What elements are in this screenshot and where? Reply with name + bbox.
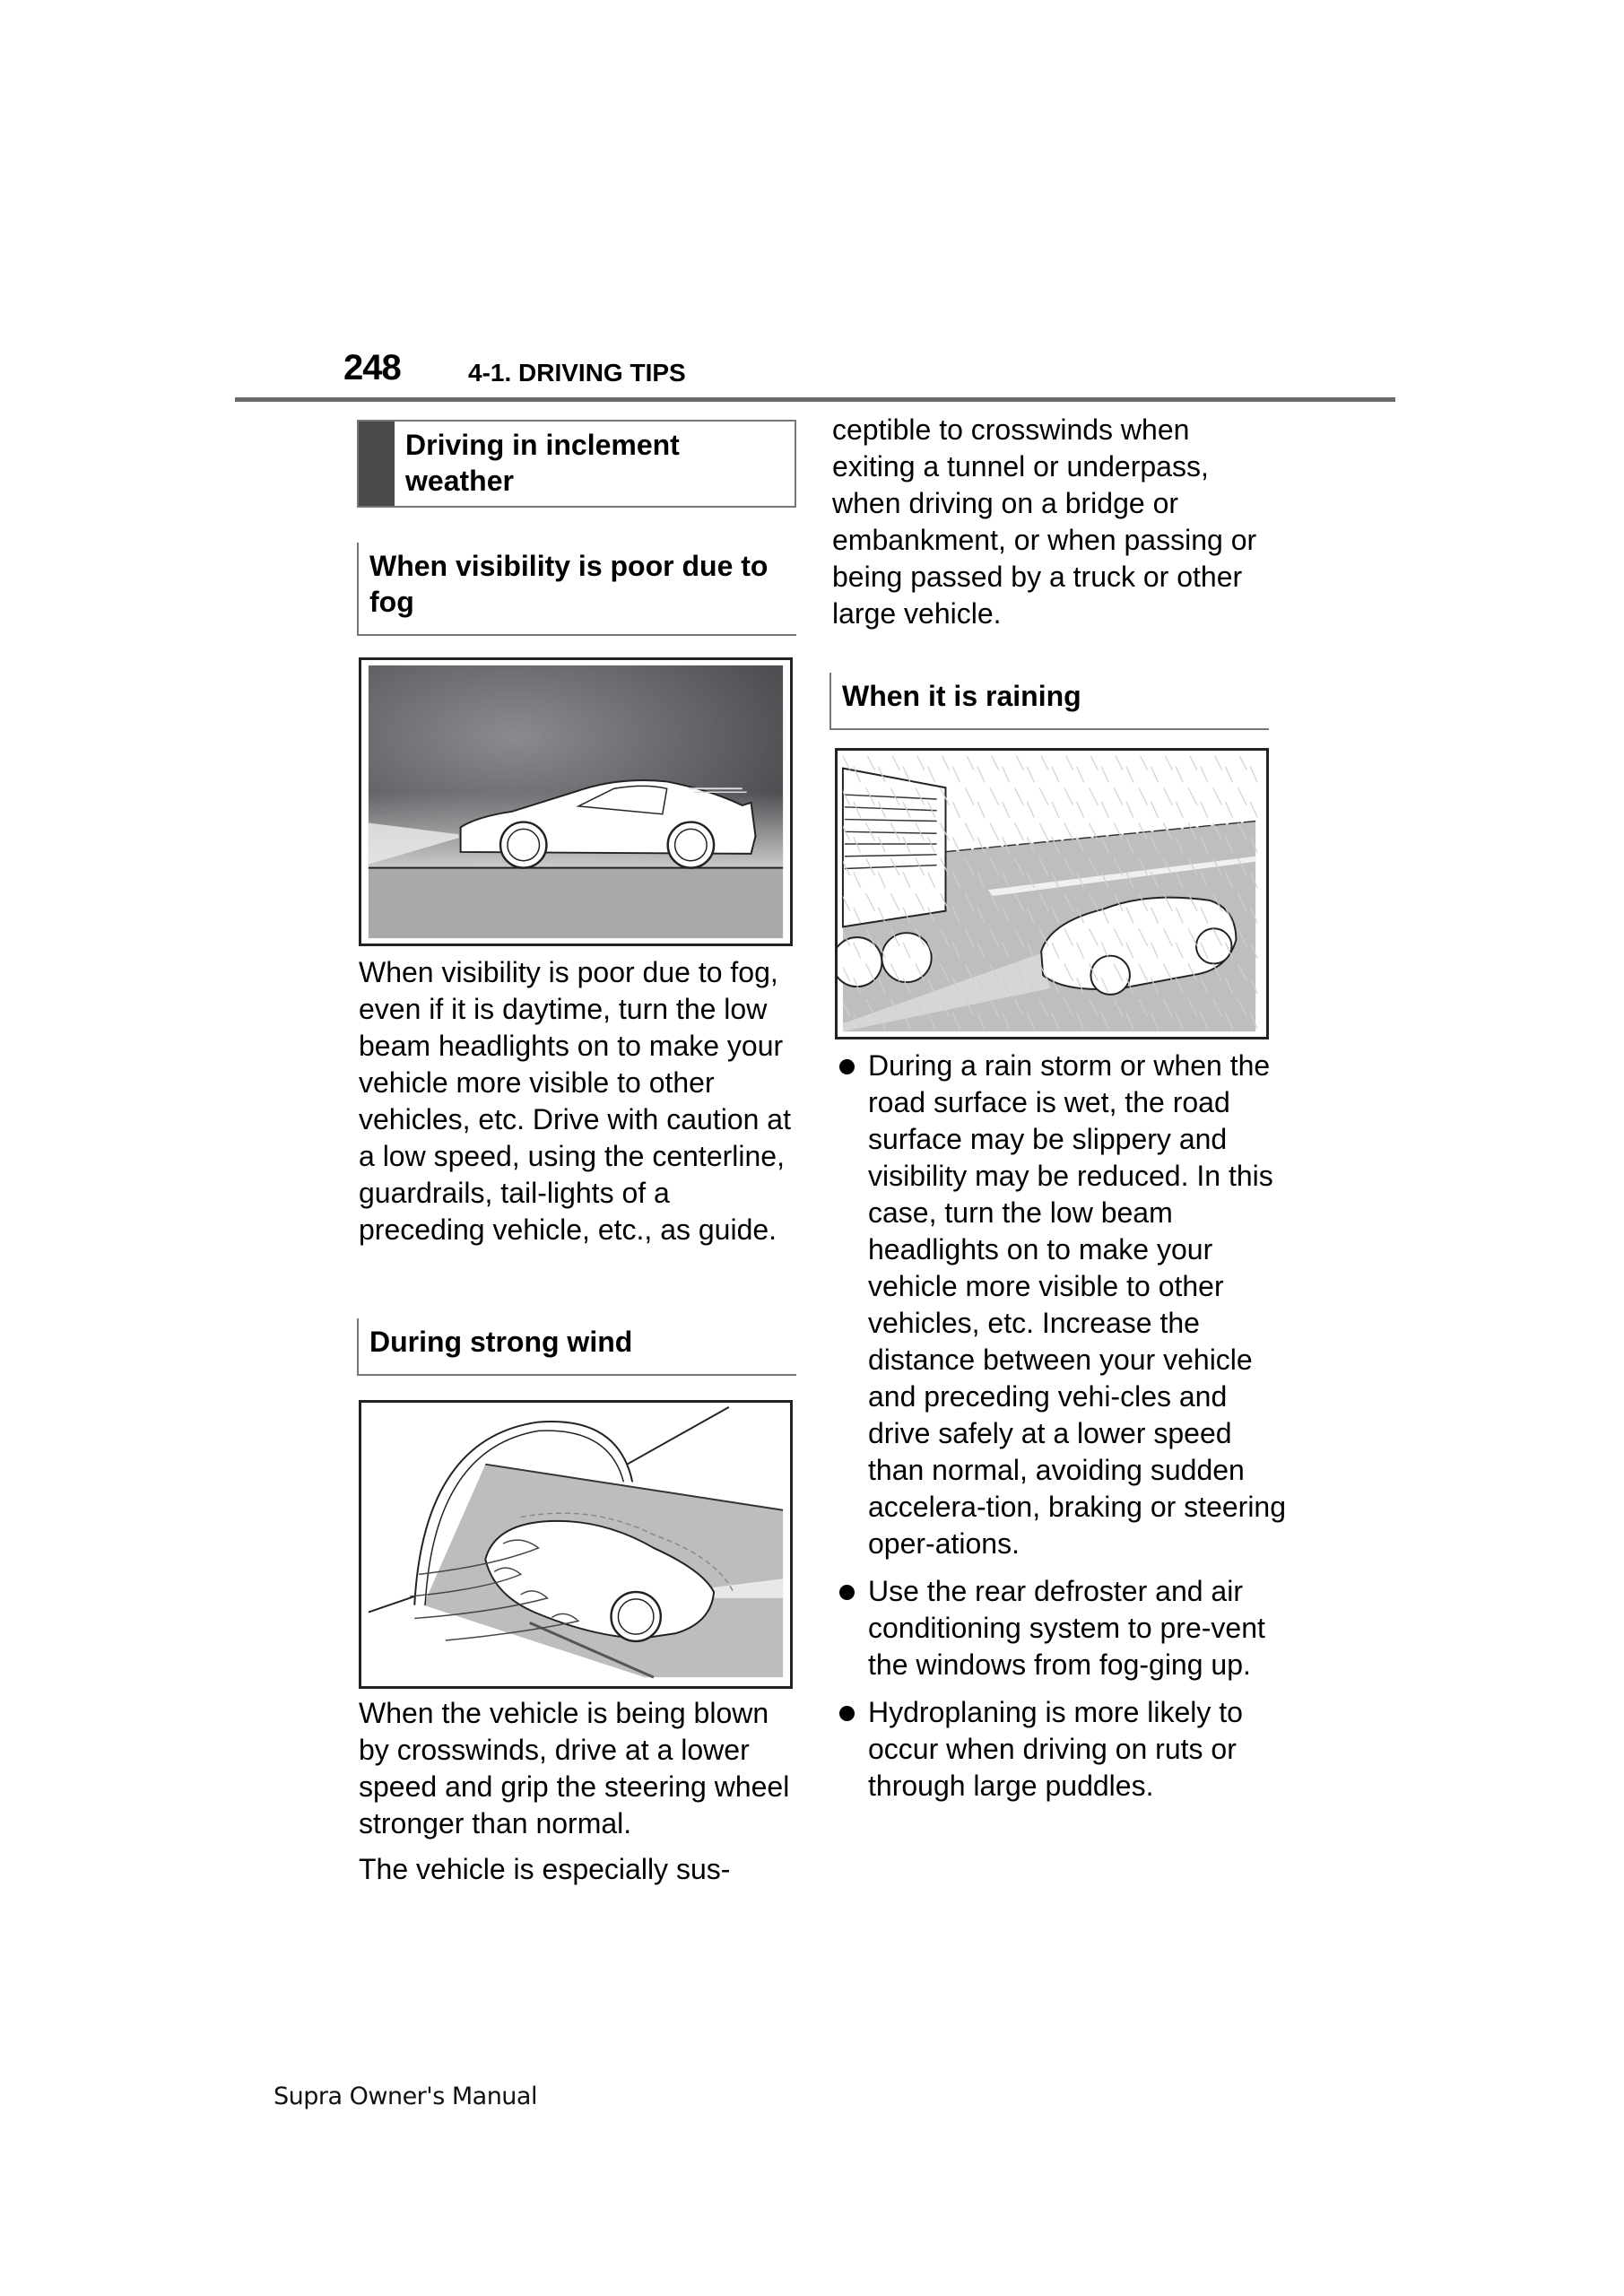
wind-paragraph-2-continued: ceptible to crosswinds when exiting a tunnel or underpass, when driving on a bridge or embankment, or when passing or being passed by a truck or other large vehicle. — [832, 413, 1257, 630]
rain-bullet-item — [839, 1048, 1288, 1562]
wind-paragraph-2-start: The vehicle is especially sus- — [359, 1853, 731, 1885]
rain-heading — [829, 673, 1269, 730]
fog-paragraph: When visibility is poor due to fog, even if it is daytime, turn the low beam headlights on to make your vehicle more visible to other vehicles, etc. Drive with caution at a low speed, using the centerline, guardrails, tail-lights of a preceding vehicle, etc., as guide. — [359, 956, 791, 1246]
manual-footer: Supra Owner's Manual — [274, 2083, 537, 2110]
bullet-dot-icon — [839, 1706, 855, 1721]
bullet-dot-icon — [839, 1585, 855, 1600]
rain-bullet-text: During a rain storm or when the road surface is wet, the road surface may be slippery and visibility may be reduced. In this case, turn the low beam headlights on to make your vehicle more visible to other vehicles, etc. Increase the distance between your vehicle and preceding vehi-cles and drive safely at a lower speed than normal, avoiding sudden accelera-tion, braking or steering oper-ations. — [868, 1049, 1287, 1560]
rain-heading-text: When it is raining — [842, 680, 1081, 712]
rain-bullet-item — [839, 1573, 1288, 1683]
car-in-rain-with-truck-illustration-icon — [838, 751, 1266, 1037]
fog-heading — [357, 543, 796, 636]
fog-heading-text: When visibility is poor due to fog — [369, 550, 769, 618]
car-in-fog-illustration-icon — [361, 660, 790, 944]
main-section-title-box — [357, 420, 796, 508]
section-label: 4-1. DRIVING TIPS — [468, 359, 686, 387]
bullet-dot-icon — [839, 1059, 855, 1074]
rain-bullet-text: Hydroplaning is more likely to occur when driving on ruts or through large puddles. — [868, 1696, 1243, 1802]
wind-heading-text: During strong wind — [369, 1326, 633, 1358]
rain-figure — [835, 748, 1269, 1039]
title-accent-bar — [359, 422, 395, 506]
header-divider — [235, 397, 1395, 402]
wind-paragraph-1: When the vehicle is being blown by crosswinds, drive at a lower speed and grip the steering wheel stronger than normal. — [359, 1697, 790, 1839]
rain-bullet-text: Use the rear defroster and air conditioning system to pre-vent the windows from fog-ging up. — [868, 1575, 1265, 1681]
main-section-title: Driving in inclement weather — [405, 429, 680, 497]
wind-heading — [357, 1318, 796, 1376]
wind-figure — [359, 1400, 793, 1689]
page-number: 248 — [343, 348, 401, 387]
rain-bullet-item — [839, 1694, 1288, 1805]
rain-bullet-list — [839, 1048, 1288, 1815]
car-exiting-tunnel-crosswind-illustration-icon — [361, 1403, 790, 1686]
fog-figure — [359, 657, 793, 946]
